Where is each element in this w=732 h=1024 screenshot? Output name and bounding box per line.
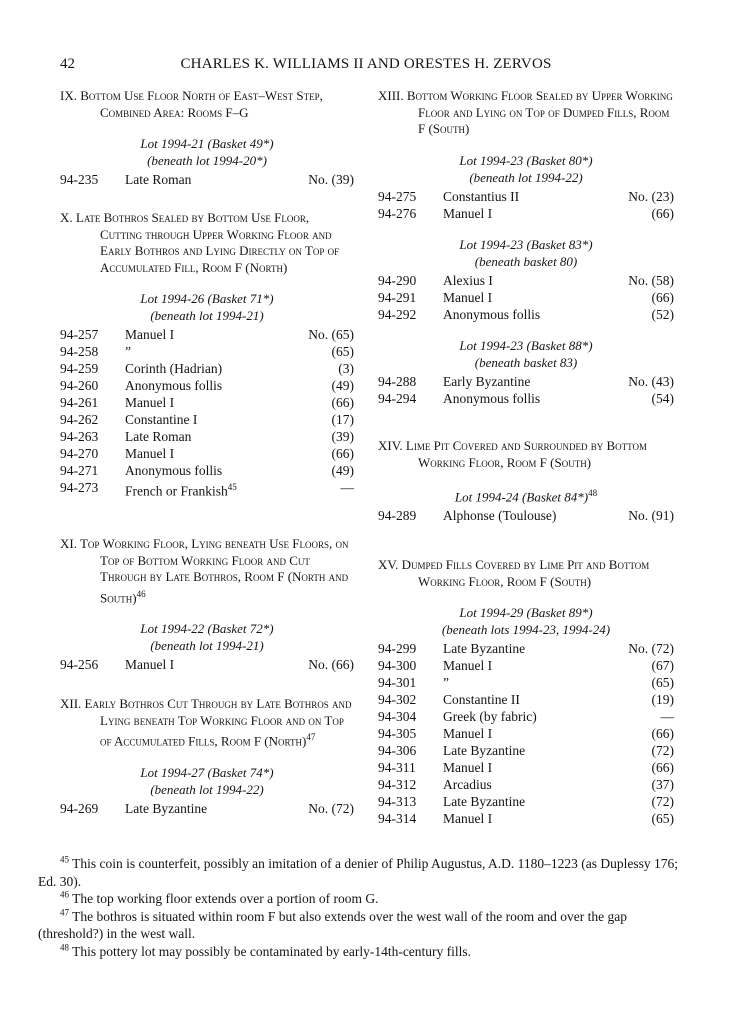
- coin-name-text: Anonymous follis: [125, 378, 223, 393]
- coin-inventory-number: 94-304: [378, 709, 417, 724]
- coin-inventory-number: 94-273: [60, 480, 99, 495]
- lot-block: [378, 604, 674, 827]
- coin-inventory-number: 94-314: [378, 811, 417, 826]
- running-head: CHARLES K. WILLIAMS II AND ORESTES H. ZERVOS: [180, 56, 552, 72]
- coin-inventory-number: 94-302: [378, 692, 417, 707]
- coin-name-text: Manuel I: [125, 395, 175, 410]
- coin-catalogue-ref: No. (58): [628, 272, 674, 288]
- coin-catalogue-ref: (66): [651, 726, 674, 741]
- coin-identification: [443, 708, 661, 725]
- coin-inventory-number: 94-299: [378, 641, 417, 656]
- coin-identification: [443, 657, 652, 674]
- footnote: [38, 908, 678, 943]
- coin-list: [378, 188, 674, 222]
- lot-label: [378, 236, 674, 253]
- coin-identification: [443, 272, 628, 289]
- lot-label-text: Lot 1994-24 (Basket 84*): [454, 489, 589, 505]
- coin-catalogue-ref: (49): [331, 378, 354, 393]
- coin-catalogue-ref: (66): [331, 446, 354, 461]
- coin-list: [60, 171, 354, 188]
- footnote-number: 45: [60, 854, 69, 865]
- lot-label-text: Lot 1994-29 (Basket 89*): [459, 605, 593, 620]
- coin-row: [60, 445, 354, 462]
- section-heading: [60, 210, 354, 276]
- coin-identification: [443, 507, 628, 524]
- footnote-ref: 47: [306, 732, 316, 742]
- lot-label: [378, 485, 674, 505]
- lot-label-text: (beneath basket 83): [474, 354, 578, 370]
- coin-inventory-number: 94-259: [60, 361, 99, 376]
- coin-inventory-number: 94-262: [60, 412, 99, 427]
- coin-inventory-number: 94-257: [60, 327, 99, 342]
- coin-identification: [125, 360, 338, 377]
- lot-label: [60, 620, 354, 637]
- section-xi: [60, 536, 354, 673]
- coin-row: [378, 289, 674, 306]
- coin-row: [60, 377, 354, 394]
- coin-row: [60, 394, 354, 411]
- coin-name-text: Anonymous follis: [443, 306, 541, 322]
- coin-identification: [443, 742, 652, 759]
- coin-identification: [443, 776, 652, 793]
- coin-inventory-number: 94-275: [378, 188, 417, 204]
- lot-label-text: Lot 1994-23 (Basket 83*): [459, 236, 593, 252]
- coin-row: [60, 656, 354, 673]
- coin-row: [378, 776, 674, 793]
- coin-catalogue-ref: (66): [651, 205, 674, 221]
- coin-name-text: Late Byzantine: [443, 794, 526, 809]
- coin-row: [378, 373, 674, 390]
- coin-catalogue-ref: —: [340, 480, 354, 495]
- coin-inventory-number: 94-290: [378, 272, 417, 288]
- coin-row: [378, 674, 674, 691]
- footnote-text: The bothros is situated within room F but also extends over the west wall of the room and over the gap (threshold?) in the west wall.: [38, 908, 628, 941]
- lot-block: [60, 290, 354, 500]
- coin-name-text: ”: [125, 344, 131, 359]
- coin-catalogue-ref: —: [660, 709, 674, 724]
- coin-identification: [125, 479, 341, 500]
- coin-row: [378, 742, 674, 759]
- coin-catalogue-ref: (65): [331, 344, 354, 359]
- coin-inventory-number: 94-311: [378, 760, 416, 775]
- coin-catalogue-ref: No. (65): [308, 327, 354, 342]
- footnote: [38, 943, 678, 961]
- lot-label: [378, 337, 674, 354]
- coin-identification: [125, 326, 308, 343]
- coin-name-text: Manuel I: [443, 658, 493, 673]
- coin-inventory-number: 94-301: [378, 675, 417, 690]
- section-xv: [378, 557, 674, 827]
- footnote-text: This coin is counterfeit, possibly an imitation of a denier of Philip Augustus, A.D. 1180–1223 (as Duplessy 176; Ed. 30).: [38, 856, 678, 889]
- coin-name-text: Late Byzantine: [443, 641, 526, 656]
- coin-row: [378, 725, 674, 742]
- coin-inventory-number: 94-260: [60, 378, 99, 393]
- footnote-text: This pottery lot may possibly be contaminated by early-14th-century fills.: [72, 943, 472, 959]
- coin-name-text: Manuel I: [443, 811, 493, 826]
- coin-name-text: Manuel I: [443, 205, 493, 221]
- section-heading-text: XV. Dumped Fills Covered by Lime Pit and Bottom Working Floor, Room F (South): [378, 557, 650, 589]
- lot-block: [60, 764, 354, 817]
- lot-label-text: Lot 1994-22 (Basket 72*): [140, 621, 274, 637]
- section-xiii: [378, 88, 674, 407]
- coin-name-text: Late Roman: [125, 172, 192, 187]
- coin-row: [378, 507, 674, 524]
- coin-catalogue-ref: No. (91): [628, 508, 674, 524]
- coin-inventory-number: 94-305: [378, 726, 417, 741]
- footnote-number: 48: [60, 942, 69, 952]
- coin-identification: [443, 640, 628, 657]
- footnotes: [38, 855, 678, 960]
- coin-catalogue-ref: No. (43): [628, 373, 674, 389]
- coin-catalogue-ref: No. (72): [308, 800, 354, 816]
- coin-identification: [443, 725, 652, 742]
- coin-catalogue-ref: No. (72): [628, 641, 674, 656]
- page-header: [0, 56, 732, 76]
- coin-name-text: Constantine II: [443, 692, 520, 707]
- section-heading-text: X. Late Bothros Sealed by Bottom Use Floor, Cutting through Upper Working Floor and Early Bothros and Lying Directly on Top of Accumulated Fill, Room F (North): [60, 210, 340, 275]
- section-heading-text: XII. Early Bothros Cut Through by Late Bothros and Lying beneath Top Working Floor and on Top of Accumulated Fills, Room F (North): [60, 696, 352, 749]
- coin-inventory-number: 94-235: [60, 172, 99, 187]
- section-heading: [60, 88, 354, 121]
- section-heading-text: IX. Bottom Use Floor North of East–West Step, Combined Area: Rooms F–G: [60, 88, 323, 120]
- coin-identification: [125, 343, 332, 360]
- lot-label: [378, 152, 674, 169]
- lot-block: [378, 485, 674, 524]
- lot-label-text: Lot 1994-23 (Basket 80*): [459, 152, 593, 168]
- coin-inventory-number: 94-289: [378, 508, 417, 524]
- coin-inventory-number: 94-258: [60, 344, 99, 359]
- lot-block: [378, 236, 674, 323]
- coin-identification: [125, 428, 332, 445]
- coin-row: [60, 479, 354, 500]
- coin-row: [378, 205, 674, 222]
- coin-row: [378, 657, 674, 674]
- coin-catalogue-ref: (52): [651, 306, 674, 322]
- coin-identification: [125, 171, 308, 188]
- lot-block: [378, 337, 674, 407]
- coin-row: [60, 800, 354, 817]
- coin-name-text: Late Byzantine: [125, 800, 208, 816]
- coin-catalogue-ref: (65): [651, 811, 674, 826]
- coin-inventory-number: 94-313: [378, 794, 417, 809]
- coin-name-text: Arcadius: [443, 777, 492, 792]
- coin-list: [60, 656, 354, 673]
- lot-label-text: (beneath lot 1994-22): [469, 169, 583, 185]
- coin-row: [378, 810, 674, 827]
- coin-inventory-number: 94-276: [378, 205, 417, 221]
- section-heading-text: XI. Top Working Floor, Lying beneath Use Floors, on Top of Bottom Working Floor and Cut Through by Late Bothros, Room F (North and South): [60, 536, 349, 605]
- coin-catalogue-ref: No. (23): [628, 188, 674, 204]
- coin-catalogue-ref: (3): [338, 361, 354, 376]
- coin-inventory-number: 94-312: [378, 777, 417, 792]
- coin-catalogue-ref: (37): [651, 777, 674, 792]
- footnote: [38, 890, 678, 908]
- coin-row: [378, 691, 674, 708]
- footnote-number: 46: [60, 889, 69, 900]
- lot-label-text: Lot 1994-23 (Basket 88*): [459, 337, 593, 353]
- coin-row: [60, 326, 354, 343]
- coin-row: [378, 188, 674, 205]
- coin-identification: [125, 377, 332, 394]
- coin-identification: [125, 394, 332, 411]
- lot-label-text: (beneath lot 1994-20*): [147, 153, 267, 168]
- coin-inventory-number: 94-270: [60, 446, 99, 461]
- lot-context: [60, 307, 354, 324]
- coin-identification: [443, 759, 652, 776]
- lot-context: [60, 152, 354, 169]
- lot-label-text: (beneath lot 1994-22): [150, 781, 264, 797]
- coin-row: [60, 462, 354, 479]
- coin-identification: [443, 289, 652, 306]
- coin-identification: [125, 411, 332, 428]
- coin-row: [378, 390, 674, 407]
- lot-label-text: Lot 1994-26 (Basket 71*): [140, 291, 274, 306]
- coin-inventory-number: 94-271: [60, 463, 99, 478]
- section-heading-text: XIII. Bottom Working Floor Sealed by Upper Working Floor and Lying on Top of Dumped Fills, Room F (South): [378, 88, 673, 136]
- section-xiv: [378, 438, 674, 524]
- footnote-text: The top working floor extends over a portion of room G.: [72, 891, 379, 906]
- coin-name-text: Constantine I: [125, 412, 198, 427]
- coin-name-text: Manuel I: [125, 657, 175, 673]
- lot-context: [378, 621, 674, 638]
- lot-context: [378, 169, 674, 186]
- page-number: 42: [60, 56, 75, 72]
- coin-name-text: Manuel I: [125, 327, 175, 342]
- coin-identification: [443, 373, 628, 390]
- coin-identification: [125, 656, 308, 673]
- lot-label: [60, 764, 354, 781]
- lot-label: [60, 135, 354, 152]
- lot-label-text: (beneath lots 1994-23, 1994-24): [441, 622, 611, 637]
- coin-row: [60, 171, 354, 188]
- lot-label-text: (beneath lot 1994-21): [150, 308, 264, 323]
- coin-row: [378, 793, 674, 810]
- coin-name-text: Manuel I: [443, 289, 493, 305]
- coin-name-text: Late Byzantine: [443, 743, 526, 758]
- lot-context: [378, 354, 674, 371]
- coin-identification: [443, 306, 652, 323]
- section-ix: [60, 88, 354, 188]
- coin-name-text: Manuel I: [443, 760, 493, 775]
- coin-identification: [443, 390, 652, 407]
- coin-name-text: Late Roman: [125, 429, 192, 444]
- coin-inventory-number: 94-294: [378, 390, 417, 406]
- section-heading: [378, 557, 674, 590]
- lot-label-text: Lot 1994-21 (Basket 49*): [140, 136, 274, 151]
- lot-label: [60, 290, 354, 307]
- coin-catalogue-ref: (66): [651, 289, 674, 305]
- section-xii: [60, 696, 354, 817]
- lot-context: [60, 637, 354, 654]
- coin-catalogue-ref: (54): [651, 390, 674, 406]
- coin-row: [378, 640, 674, 657]
- coin-catalogue-ref: (17): [331, 412, 354, 427]
- coin-name-text: French or Frankish: [125, 483, 228, 499]
- coin-list: [60, 326, 354, 500]
- coin-inventory-number: 94-269: [60, 800, 99, 816]
- coin-identification: [443, 691, 652, 708]
- coin-name-text: Manuel I: [443, 726, 493, 741]
- coin-catalogue-ref: (19): [651, 692, 674, 707]
- coin-name-text: Alphonse (Toulouse): [443, 508, 557, 524]
- coin-inventory-number: 94-292: [378, 306, 417, 322]
- coin-list: [378, 507, 674, 524]
- coin-catalogue-ref: No. (66): [308, 657, 354, 673]
- footnote-ref: 45: [227, 482, 237, 492]
- coin-name-text: ”: [443, 675, 449, 690]
- coin-row: [378, 759, 674, 776]
- footnote: [38, 855, 678, 890]
- lot-block: [60, 135, 354, 188]
- lot-label: [378, 604, 674, 621]
- coin-catalogue-ref: (49): [331, 463, 354, 478]
- section-heading-text: XIV. Lime Pit Covered and Surrounded by Bottom Working Floor, Room F (South): [378, 438, 647, 470]
- section-heading: [60, 536, 354, 606]
- coin-list: [60, 800, 354, 817]
- coin-row: [60, 428, 354, 445]
- coin-name-text: Manuel I: [125, 446, 175, 461]
- coin-row: [60, 343, 354, 360]
- coin-name-text: Alexius I: [443, 272, 493, 288]
- coin-identification: [443, 674, 652, 691]
- coin-inventory-number: 94-288: [378, 373, 417, 389]
- lot-label-text: (beneath lot 1994-21): [150, 638, 264, 654]
- coin-identification: [125, 445, 332, 462]
- lot-block: [378, 152, 674, 222]
- coin-inventory-number: 94-300: [378, 658, 417, 673]
- coin-name-text: Early Byzantine: [443, 373, 531, 389]
- coin-list: [378, 640, 674, 827]
- lot-label-text: (beneath basket 80): [474, 253, 578, 269]
- lot-block: [60, 620, 354, 673]
- coin-name-text: Greek (by fabric): [443, 709, 537, 724]
- coin-catalogue-ref: (39): [331, 429, 354, 444]
- coin-inventory-number: 94-256: [60, 657, 99, 673]
- footnote-number: 47: [60, 907, 69, 917]
- coin-row: [378, 306, 674, 323]
- coin-catalogue-ref: (66): [331, 395, 354, 410]
- coin-list: [378, 373, 674, 407]
- coin-inventory-number: 94-263: [60, 429, 99, 444]
- lot-context: [378, 253, 674, 270]
- coin-name-text: Corinth (Hadrian): [125, 361, 223, 376]
- footnote-ref: 46: [136, 588, 146, 599]
- coin-inventory-number: 94-306: [378, 743, 417, 758]
- coin-catalogue-ref: (66): [651, 760, 674, 775]
- coin-identification: [125, 800, 308, 817]
- coin-identification: [125, 462, 332, 479]
- coin-inventory-number: 94-261: [60, 395, 99, 410]
- coin-row: [378, 272, 674, 289]
- coin-catalogue-ref: (67): [651, 658, 674, 673]
- coin-catalogue-ref: (65): [651, 675, 674, 690]
- coin-identification: [443, 810, 652, 827]
- coin-identification: [443, 205, 652, 222]
- coin-identification: [443, 793, 652, 810]
- lot-label-text: Lot 1994-27 (Basket 74*): [140, 764, 274, 780]
- coin-catalogue-ref: No. (39): [308, 172, 354, 187]
- coin-catalogue-ref: (72): [651, 743, 674, 758]
- coin-row: [60, 411, 354, 428]
- section-heading: [60, 696, 354, 750]
- coin-name-text: Anonymous follis: [443, 390, 541, 406]
- coin-inventory-number: 94-291: [378, 289, 417, 305]
- coin-row: [60, 360, 354, 377]
- coin-name-text: Constantius II: [443, 188, 520, 204]
- coin-list: [378, 272, 674, 323]
- lot-context: [60, 781, 354, 798]
- section-x: [60, 210, 354, 500]
- coin-name-text: Anonymous follis: [125, 463, 223, 478]
- coin-catalogue-ref: (72): [651, 794, 674, 809]
- coin-row: [378, 708, 674, 725]
- footnote-ref: 48: [588, 488, 598, 498]
- section-heading: [378, 438, 674, 471]
- coin-identification: [443, 188, 628, 205]
- section-heading: [378, 88, 674, 138]
